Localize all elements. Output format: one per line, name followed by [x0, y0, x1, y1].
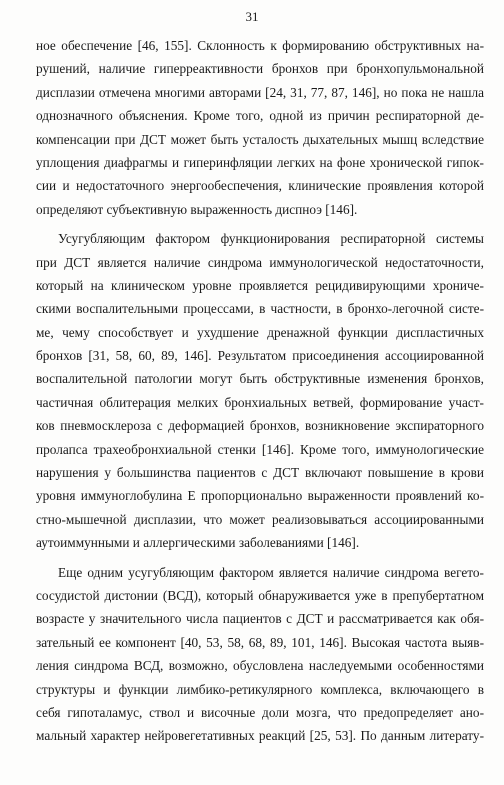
text-line: частичная облитерация мелких бронхиальных ветвей, формирование участ- — [36, 394, 484, 410]
text-line: уплощения диафрагмы и гиперинфляции легких на фоне хронической гипок- — [36, 154, 484, 170]
text-line: рушений, наличие гиперреактивности бронхов при бронхопульмональной — [36, 61, 484, 77]
paragraph-2 — [36, 227, 484, 554]
text-line: при ДСТ является наличие синдрома иммунологической недостаточности, — [36, 254, 484, 270]
page-number: 31 — [245, 9, 259, 24]
text-line: воспалительной патологии могут быть обструктивные изменения бронхов, — [36, 371, 484, 387]
text-line: уровня иммуноглобулина Е пропорционально выраженности проявлений ко- — [36, 488, 484, 504]
text-line: дисплазии отмечена многими авторами [24, 31, 77, 87, 146], но пока не нашла — [36, 84, 484, 100]
text-line: аутоиммунными и аллергическими заболеваниями [146]. — [36, 535, 360, 551]
text-line: Усугубляющим фактором функционирования респираторной системы — [58, 231, 484, 247]
text-line: бронхов [31, 58, 60, 89, 146]. Результатом присоединения ассоциированной — [36, 348, 484, 364]
text-line: который на клиническом уровне проявляется рецидивирующими хрониче- — [36, 277, 484, 293]
text-line: пролапса трахеобронхиальной стенки [146]. Кроме того, иммунологические — [36, 441, 484, 457]
text-line: стно-мышечной дисплазии, что может реализовываться ассоциированными — [36, 511, 484, 527]
text-line: ления синдрома ВСД, возможно, обусловлена наследуемыми особенностями — [36, 658, 484, 674]
text-line: ное обеспечение [46, 155]. Склонность к формированию обструктивных на- — [36, 38, 484, 53]
paragraph-3 — [36, 561, 484, 748]
text-line: нарушения у большинства пациентов с ДСТ включают повышение в крови — [36, 465, 484, 481]
text-line: зательный ее компонент [40, 53, 58, 68, 89, 101, 146]. Высокая частота выяв- — [36, 634, 484, 650]
text-line: возрасте у значительного числа пациентов с ДСТ и рассматривается как обя- — [36, 611, 484, 627]
text-line: однозначного объяснения. Кроме того, одной из причин респираторной де- — [36, 108, 484, 124]
text-line: себя гипоталамус, ствол и височные доли мозга, что предопределяет ано- — [36, 704, 484, 720]
text-line: ме, чему способствует и ухудшение дренажной функции диспластичных — [36, 324, 484, 340]
text-line: ков пневмосклероза с деформацией бронхов, возникновение экспираторного — [36, 418, 484, 434]
paragraph-1 — [36, 34, 484, 221]
text-line: компенсации при ДСТ может быть усталость дыхательных мышц вследствие — [36, 131, 484, 147]
text-line: сосудистой дистонии (ВСД), который обнаруживается уже в препубертатном — [36, 587, 484, 603]
text-line: структуры и функции лимбико-ретикулярного комплекса, включающего в — [36, 681, 484, 697]
text-line: мальный характер нейровегетативных реакций [25, 53]. По данным литерату- — [36, 728, 484, 744]
text-line: Еще одним усугубляющим фактором является наличие синдрома вегето- — [58, 564, 484, 580]
body-text — [36, 34, 484, 748]
text-line: определяют субъективную выраженность диспноэ [146]. — [36, 201, 358, 217]
text-line: скими воспалительными процессами, в частности, в бронхо-легочной систе- — [36, 301, 484, 317]
text-line: сии и недостаточного энергообеспечения, клинические проявления которой — [36, 178, 484, 194]
